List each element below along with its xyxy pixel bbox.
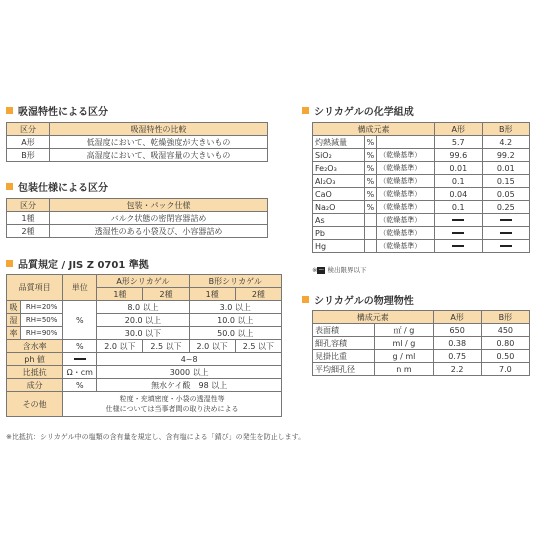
chemical-header-a: A形 — [435, 123, 482, 136]
element-unit — [364, 227, 377, 240]
ph-unit-dash — [63, 353, 97, 366]
table-row — [313, 227, 530, 240]
table-row — [313, 214, 530, 227]
rh-label: RH=90% — [21, 327, 63, 340]
absorption-unit: % — [63, 301, 97, 340]
note-box: ー — [318, 267, 325, 274]
property-name: 表面積 — [313, 324, 375, 337]
element-unit — [364, 240, 377, 253]
quality-header-b1: 1種 — [189, 288, 235, 301]
orange-square-icon — [6, 183, 13, 190]
table-cell: 50.0 以上 — [189, 327, 281, 340]
value-b: 0.25 — [482, 201, 529, 214]
chemical-header-element: 構成元素 — [313, 123, 435, 136]
table-cell: 高湿度において、吸湿容量の大きいもの — [50, 149, 268, 162]
note-text: 検出限界以下 — [325, 266, 367, 274]
table-row — [7, 149, 268, 162]
packaging-title: 包装仕様による区分 — [18, 182, 108, 194]
quality-section-title — [6, 256, 149, 270]
element-name: Al₂O₃ — [313, 175, 365, 188]
table-row — [7, 314, 282, 327]
property-name: 見掛比重 — [313, 350, 375, 363]
table-cell: 8.0 以上 — [97, 301, 189, 314]
dash-mark — [452, 232, 464, 234]
table-cell: 低湿度において、乾燥強度が大きいもの — [50, 136, 268, 149]
value-b: 0.80 — [481, 337, 529, 350]
property-unit: g / ml — [375, 350, 433, 363]
table-row — [313, 162, 530, 175]
element-name: As — [313, 214, 365, 227]
table-cell: 20.0 以上 — [97, 314, 189, 327]
dash-mark — [500, 245, 512, 247]
dash-mark — [500, 219, 512, 221]
water-unit: % — [63, 340, 97, 353]
table-row — [7, 379, 282, 392]
other-value — [63, 392, 282, 417]
table-row — [313, 175, 530, 188]
value-a: 0.75 — [433, 350, 481, 363]
table-cell: 2.0 以下 — [97, 340, 143, 353]
physical-header-a: A形 — [433, 311, 481, 324]
value-a: 99.6 — [435, 149, 482, 162]
value-a: 0.38 — [433, 337, 481, 350]
element-condition: （乾燥基準） — [377, 227, 435, 240]
quality-header-a1: 1種 — [97, 288, 143, 301]
orange-square-icon — [6, 107, 13, 114]
table-row — [313, 188, 530, 201]
element-unit: % — [364, 188, 377, 201]
table-row — [313, 337, 530, 350]
packaging-table — [6, 198, 268, 238]
water-label: 含水率 — [7, 340, 63, 353]
element-condition: （乾燥基準） — [377, 188, 435, 201]
element-name: Hg — [313, 240, 365, 253]
physical-header-element: 構成元素 — [313, 311, 434, 324]
table-row — [7, 327, 282, 340]
value-b — [482, 214, 529, 227]
component-value: 無水ケイ酸 98 以上 — [97, 379, 282, 392]
value-b — [482, 227, 529, 240]
chemical-note — [312, 265, 367, 274]
quality-table — [6, 274, 282, 417]
table-row — [313, 350, 530, 363]
note-prefix: ※ — [312, 266, 318, 274]
moisture-section-title — [6, 103, 108, 117]
value-b: 0.05 — [482, 188, 529, 201]
value-b: 450 — [481, 324, 529, 337]
orange-square-icon — [6, 260, 13, 267]
table-row — [7, 225, 268, 238]
absorption-char: 率 — [7, 327, 21, 340]
chemical-title: シリカゲルの化学組成 — [314, 106, 414, 118]
dash-mark — [452, 219, 464, 221]
table-cell: 10.0 以上 — [189, 314, 281, 327]
table-row — [7, 136, 268, 149]
table-cell: 2.5 以下 — [235, 340, 281, 353]
physical-section-title — [302, 292, 414, 306]
orange-square-icon — [302, 107, 309, 114]
table-cell: 1種 — [7, 212, 50, 225]
quality-header-a2: 2種 — [143, 288, 189, 301]
value-a — [435, 214, 482, 227]
table-row — [313, 363, 530, 376]
value-b: 7.0 — [481, 363, 529, 376]
table-cell: バルク状態の密閉容器詰め — [50, 212, 268, 225]
element-unit: % — [364, 162, 377, 175]
table-row — [313, 149, 530, 162]
quality-header-a: A形シリカゲル — [97, 275, 189, 288]
table-row — [7, 212, 268, 225]
value-a: 2.2 — [433, 363, 481, 376]
value-a: 0.04 — [435, 188, 482, 201]
other-label: その他 — [7, 392, 63, 417]
property-unit: n m — [375, 363, 433, 376]
other-line: 粒度・充填密度・小袋の透湿性等 — [119, 395, 225, 403]
value-a: 0.01 — [435, 162, 482, 175]
moisture-header-class: 区分 — [7, 123, 50, 136]
table-cell: 3.0 以上 — [189, 301, 281, 314]
quality-header-b2: 2種 — [235, 288, 281, 301]
footnote: ※比抵抗：シリカゲル中の塩類の含有量を規定し、含有塩による「錆び」の発生を防止します。 — [6, 433, 306, 441]
ph-label: ph 値 — [7, 353, 63, 366]
quality-header-unit: 単位 — [63, 275, 97, 301]
table-row — [7, 340, 282, 353]
absorption-char: 湿 — [7, 314, 21, 327]
element-condition — [377, 136, 435, 149]
property-name: 平均細孔径 — [313, 363, 375, 376]
element-unit: % — [364, 201, 377, 214]
packaging-header-class: 区分 — [7, 199, 50, 212]
physical-table — [312, 310, 530, 376]
element-condition: （乾燥基準） — [377, 149, 435, 162]
value-a: 0.1 — [435, 175, 482, 188]
element-name: CaO — [313, 188, 365, 201]
element-unit: % — [364, 136, 377, 149]
packaging-section-title — [6, 179, 108, 193]
property-name: 細孔容積 — [313, 337, 375, 350]
absorption-char: 吸 — [7, 301, 21, 314]
element-name: SiO₂ — [313, 149, 365, 162]
chemical-table — [312, 122, 530, 253]
value-b: 99.2 — [482, 149, 529, 162]
element-name: Fe₂O₃ — [313, 162, 365, 175]
resistivity-label: 比抵抗 — [7, 366, 63, 379]
packaging-header-spec: 包装・パック仕様 — [50, 199, 268, 212]
property-unit: ㎡ / g — [375, 324, 433, 337]
value-a: 0.1 — [435, 201, 482, 214]
element-unit: % — [364, 149, 377, 162]
table-row — [7, 353, 282, 366]
rh-label: RH=50% — [21, 314, 63, 327]
table-row — [313, 324, 530, 337]
dash-mark — [500, 232, 512, 234]
value-a: 650 — [433, 324, 481, 337]
table-cell: 2種 — [7, 225, 50, 238]
table-row — [7, 301, 282, 314]
other-line: 仕様については当事者間の取り決めによる — [105, 405, 239, 413]
table-cell: 2.0 以下 — [189, 340, 235, 353]
table-row — [7, 366, 282, 379]
element-condition: （乾燥基準） — [377, 201, 435, 214]
table-cell: 30.0 以下 — [97, 327, 189, 340]
element-condition: （乾燥基準） — [377, 162, 435, 175]
value-b — [482, 240, 529, 253]
value-b: 0.50 — [481, 350, 529, 363]
element-name: 灼熱減量 — [313, 136, 365, 149]
value-a — [435, 240, 482, 253]
moisture-title: 吸湿特性による区分 — [18, 106, 108, 118]
ph-value: 4~8 — [97, 353, 282, 366]
physical-header-b: B形 — [481, 311, 529, 324]
element-unit: % — [364, 175, 377, 188]
element-name: Pb — [313, 227, 365, 240]
value-b: 4.2 — [482, 136, 529, 149]
resistivity-unit: Ω・cm — [63, 366, 97, 379]
element-condition: （乾燥基準） — [377, 175, 435, 188]
table-cell: B形 — [7, 149, 50, 162]
table-cell: 2.5 以下 — [143, 340, 189, 353]
quality-title: 品質規定 / JIS Z 0701 準拠 — [18, 259, 149, 271]
chemical-header-b: B形 — [482, 123, 529, 136]
chemical-section-title — [302, 103, 414, 117]
component-label: 成分 — [7, 379, 63, 392]
quality-header-b: B形シリカゲル — [189, 275, 281, 288]
component-unit: % — [63, 379, 97, 392]
orange-square-icon — [302, 296, 309, 303]
table-row — [313, 240, 530, 253]
element-name: Na₂O — [313, 201, 365, 214]
element-unit — [364, 214, 377, 227]
table-cell: 透湿性のある小袋及び、小容器詰め — [50, 225, 268, 238]
physical-title: シリカゲルの物理物性 — [314, 295, 414, 307]
moisture-table — [6, 122, 268, 162]
table-cell: A形 — [7, 136, 50, 149]
table-row — [313, 136, 530, 149]
value-b: 0.01 — [482, 162, 529, 175]
value-b: 0.15 — [482, 175, 529, 188]
value-a: 5.7 — [435, 136, 482, 149]
dash-mark — [452, 245, 464, 247]
moisture-header-compare: 吸湿特性の比較 — [50, 123, 268, 136]
quality-header-item: 品質項目 — [7, 275, 63, 301]
table-row — [313, 201, 530, 214]
element-condition: （乾燥基準） — [377, 214, 435, 227]
element-condition: （乾燥基準） — [377, 240, 435, 253]
property-unit: ml / g — [375, 337, 433, 350]
table-row — [7, 392, 282, 417]
rh-label: RH=20% — [21, 301, 63, 314]
value-a — [435, 227, 482, 240]
resistivity-value: 3000 以上 — [97, 366, 282, 379]
